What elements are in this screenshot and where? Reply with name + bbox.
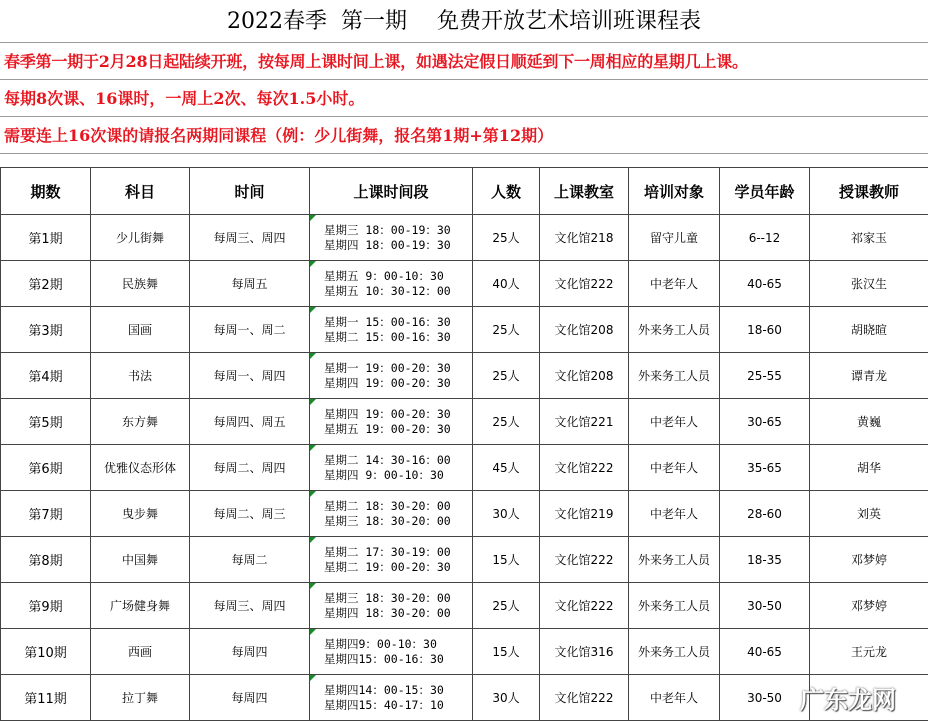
cell-target: 中老年人 [629,675,720,721]
time-slot-line: 星期一 15：00-16：30 [324,314,451,329]
cell-period: 第1期 [1,215,91,261]
cell-room: 文化馆208 [540,307,629,353]
cell-teacher: 胡晓暄 [810,307,928,353]
cell-size: 25人 [473,307,540,353]
cell-room: 文化馆222 [540,445,629,491]
header-target: 培训对象 [629,168,720,215]
cell-period: 第5期 [1,399,91,445]
cell-days: 每周四 [190,675,310,721]
time-slot-line: 星期四 19：00-20：30 [324,406,451,421]
watermark: 广东龙网 [800,686,896,714]
table-row [1,491,928,537]
cell-room: 文化馆222 [540,537,629,583]
cell-target: 中老年人 [629,491,720,537]
notice-lesson-count: 每期8次课、16课时，一周上2次、每次1.5小时。 [0,80,928,117]
time-slot-line: 星期二 15：00-16：30 [324,329,451,344]
cell-subject: 书法 [91,353,190,399]
cell-room: 文化馆208 [540,353,629,399]
cell-age: 18-60 [720,307,810,353]
cell-time-slot [310,261,473,307]
time-slot-line: 星期二 18：30-20：00 [324,498,451,513]
cell-age: 40-65 [720,629,810,675]
time-slot-line: 星期四 9：00-10：30 [324,467,444,482]
table-row [1,215,928,261]
time-slot-line: 星期四 18：00-19：30 [324,237,451,252]
cell-subject: 西画 [91,629,190,675]
cell-room: 文化馆219 [540,491,629,537]
table-row [1,537,928,583]
cell-period: 第9期 [1,583,91,629]
cell-teacher: 胡华 [810,445,928,491]
header-subject: 科目 [91,168,190,215]
cell-days: 每周二 [190,537,310,583]
time-slot-line: 星期四 18：30-20：00 [324,605,451,620]
cell-days: 每周一、周二 [190,307,310,353]
time-slot-line: 星期二 19：00-20：30 [324,559,451,574]
time-slot-line: 星期二 17：30-19：00 [324,544,451,559]
time-slot-line: 星期三 18：30-20：00 [324,513,451,528]
time-slot-line: 星期四9：00-10：30 [324,636,437,651]
cell-subject: 少儿街舞 [91,215,190,261]
header-time-slot: 上课时间段 [310,168,473,215]
cell-time-slot [310,399,473,445]
cell-room: 文化馆222 [540,675,629,721]
cell-subject: 优雅仪态形体 [91,445,190,491]
page-title [0,0,928,43]
header-room: 上课教室 [540,168,629,215]
cell-room: 文化馆316 [540,629,629,675]
cell-target: 留守儿童 [629,215,720,261]
cell-subject: 国画 [91,307,190,353]
time-slot-line: 星期二 14：30-16：00 [324,452,451,467]
cell-target: 中老年人 [629,261,720,307]
cell-age: 18-35 [720,537,810,583]
cell-days: 每周三、周四 [190,215,310,261]
cell-days: 每周二、周四 [190,445,310,491]
cell-time-slot [310,215,473,261]
cell-subject: 曳步舞 [91,491,190,537]
cell-period: 第10期 [1,629,91,675]
cell-teacher: 刘英 [810,491,928,537]
cell-room: 文化馆218 [540,215,629,261]
cell-target: 外来务工人员 [629,307,720,353]
cell-period: 第11期 [1,675,91,721]
cell-room: 文化馆221 [540,399,629,445]
cell-target: 中老年人 [629,399,720,445]
table-row [1,399,928,445]
time-slot-line: 星期四15：40-17：10 [324,697,444,712]
time-slot-line: 星期四14：00-15：30 [324,682,444,697]
time-slot-line: 星期五 9：00-10：30 [324,268,444,283]
time-slot-line: 星期五 19：00-20：30 [324,421,451,436]
header-period: 期数 [1,168,91,215]
cell-room: 文化馆222 [540,583,629,629]
cell-age: 25-55 [720,353,810,399]
cell-subject: 东方舞 [91,399,190,445]
cell-target: 中老年人 [629,445,720,491]
time-slot-line: 星期五 10：30-12：00 [324,283,451,298]
cell-age: 30-65 [720,399,810,445]
cell-size: 15人 [473,537,540,583]
cell-size: 30人 [473,675,540,721]
cell-time-slot [310,353,473,399]
course-schedule-table [0,167,928,721]
cell-days: 每周四 [190,629,310,675]
cell-subject: 民族舞 [91,261,190,307]
cell-size: 30人 [473,491,540,537]
time-slot-line: 星期三 18：30-20：00 [324,590,451,605]
cell-size: 45人 [473,445,540,491]
cell-time-slot [310,491,473,537]
title-name: 免费开放艺术培训班课程表 [437,9,702,34]
notice-enrollment: 需要连上16次课的请报名两期同课程（例：少儿街舞，报名第1期+第12期） [0,117,928,154]
cell-target: 外来务工人员 [629,353,720,399]
cell-target: 外来务工人员 [629,629,720,675]
cell-room: 文化馆222 [540,261,629,307]
cell-teacher: 邓梦婷 [810,537,928,583]
cell-age: 6--12 [720,215,810,261]
header-size: 人数 [473,168,540,215]
cell-period: 第8期 [1,537,91,583]
cell-subject: 中国舞 [91,537,190,583]
cell-period: 第7期 [1,491,91,537]
cell-size: 15人 [473,629,540,675]
cell-days: 每周四、周五 [190,399,310,445]
cell-days: 每周二、周三 [190,491,310,537]
cell-period: 第2期 [1,261,91,307]
cell-age: 28-60 [720,491,810,537]
notice-start-date: 春季第一期于2月28日起陆续开班，按每周上课时间上课，如遇法定假日顺延到下一周相应的星期几上课。 [0,43,928,80]
cell-size: 40人 [473,261,540,307]
header-age: 学员年龄 [720,168,810,215]
cell-teacher: 王元龙 [810,629,928,675]
cell-age: 30-50 [720,675,810,721]
cell-size: 25人 [473,215,540,261]
cell-age: 35-65 [720,445,810,491]
cell-time-slot [310,307,473,353]
cell-age: 40-65 [720,261,810,307]
cell-age: 30-50 [720,583,810,629]
cell-time-slot [310,675,473,721]
header-days: 时间 [190,168,310,215]
cell-time-slot [310,583,473,629]
table-row [1,307,928,353]
cell-teacher: 黄巍 [810,399,928,445]
cell-days: 每周一、周四 [190,353,310,399]
cell-time-slot [310,537,473,583]
cell-target: 外来务工人员 [629,537,720,583]
cell-time-slot [310,629,473,675]
title-phase: 第一期 [340,9,407,34]
cell-period: 第6期 [1,445,91,491]
table-row [1,261,928,307]
cell-days: 每周五 [190,261,310,307]
header-teacher: 授课教师 [810,168,928,215]
cell-teacher: 邓梦婷 [810,583,928,629]
cell-subject: 广场健身舞 [91,583,190,629]
title-season: 2022春季 [226,9,327,34]
table-row [1,675,928,721]
cell-period: 第4期 [1,353,91,399]
table-row [1,445,928,491]
cell-size: 25人 [473,583,540,629]
cell-size: 25人 [473,353,540,399]
cell-teacher: 张汉生 [810,261,928,307]
time-slot-line: 星期一 19：00-20：30 [324,360,451,375]
cell-target: 外来务工人员 [629,583,720,629]
cell-size: 25人 [473,399,540,445]
cell-teacher: 谭青龙 [810,353,928,399]
cell-period: 第3期 [1,307,91,353]
table-row [1,629,928,675]
time-slot-line: 星期四15：00-16：30 [324,651,444,666]
cell-teacher: 祁家玉 [810,215,928,261]
cell-time-slot [310,445,473,491]
table-row [1,583,928,629]
time-slot-line: 星期三 18：00-19：30 [324,222,451,237]
table-row [1,353,928,399]
time-slot-line: 星期四 19：00-20：30 [324,375,451,390]
table-header-row [1,168,928,215]
cell-days: 每周三、周四 [190,583,310,629]
cell-subject: 拉丁舞 [91,675,190,721]
